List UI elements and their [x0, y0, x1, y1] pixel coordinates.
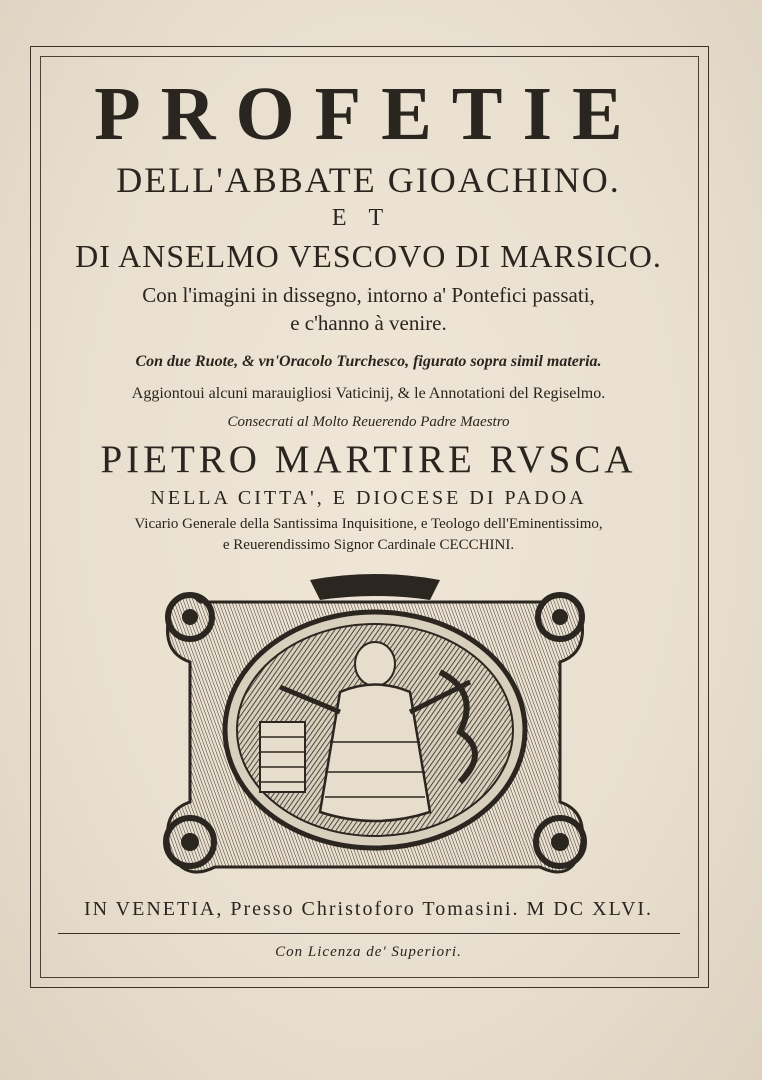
imprint: IN VENETIA, Presso Christoforo Tomasini. M DC XLVI. — [83, 898, 654, 920]
conjunction-et: ET — [331, 205, 406, 231]
imprint-rule — [58, 933, 680, 934]
description-line-2: e c'hanno à venire. — [290, 311, 447, 335]
dedication-line: Consecrati al Molto Reuerendo Padre Maestro — [227, 414, 510, 430]
description-line-1: Con l'imagini in dissegno, intorno a' Pontefici passati, — [142, 283, 595, 307]
dedicatee-title-1: Vicario Generale della Santissima Inquisitione, e Teologo dell'Eminentissimo, — [134, 516, 603, 532]
dedicatee-title-2: e Reuerendissimo Signor Cardinale CECCHINI. — [222, 537, 515, 553]
dedicatee-location: NELLA CITTA', E DIOCESE DI PADOA — [150, 487, 587, 509]
subtitle-gioachino: DELL'ABBATE GIOACHINO. — [116, 160, 621, 200]
dedicatee-name: PIETRO MARTIRE RVSCA — [100, 438, 637, 481]
main-title: PROFETIE — [94, 72, 643, 156]
description-line-4: Aggiontoui alcuni marauigliosi Vaticinij, & le Annotationi del Regiselmo. — [131, 385, 606, 402]
ornamental-cartouche-woodcut-icon — [160, 572, 590, 888]
description-line-3: Con due Ruote, & vn'Oracolo Turchesco, figurato sopra simil materia. — [135, 353, 602, 370]
license-line: Con Licenza de' Superiori. — [275, 944, 462, 960]
subtitle-anselmo: DI ANSELMO VESCOVO DI MARSICO. — [75, 238, 662, 274]
